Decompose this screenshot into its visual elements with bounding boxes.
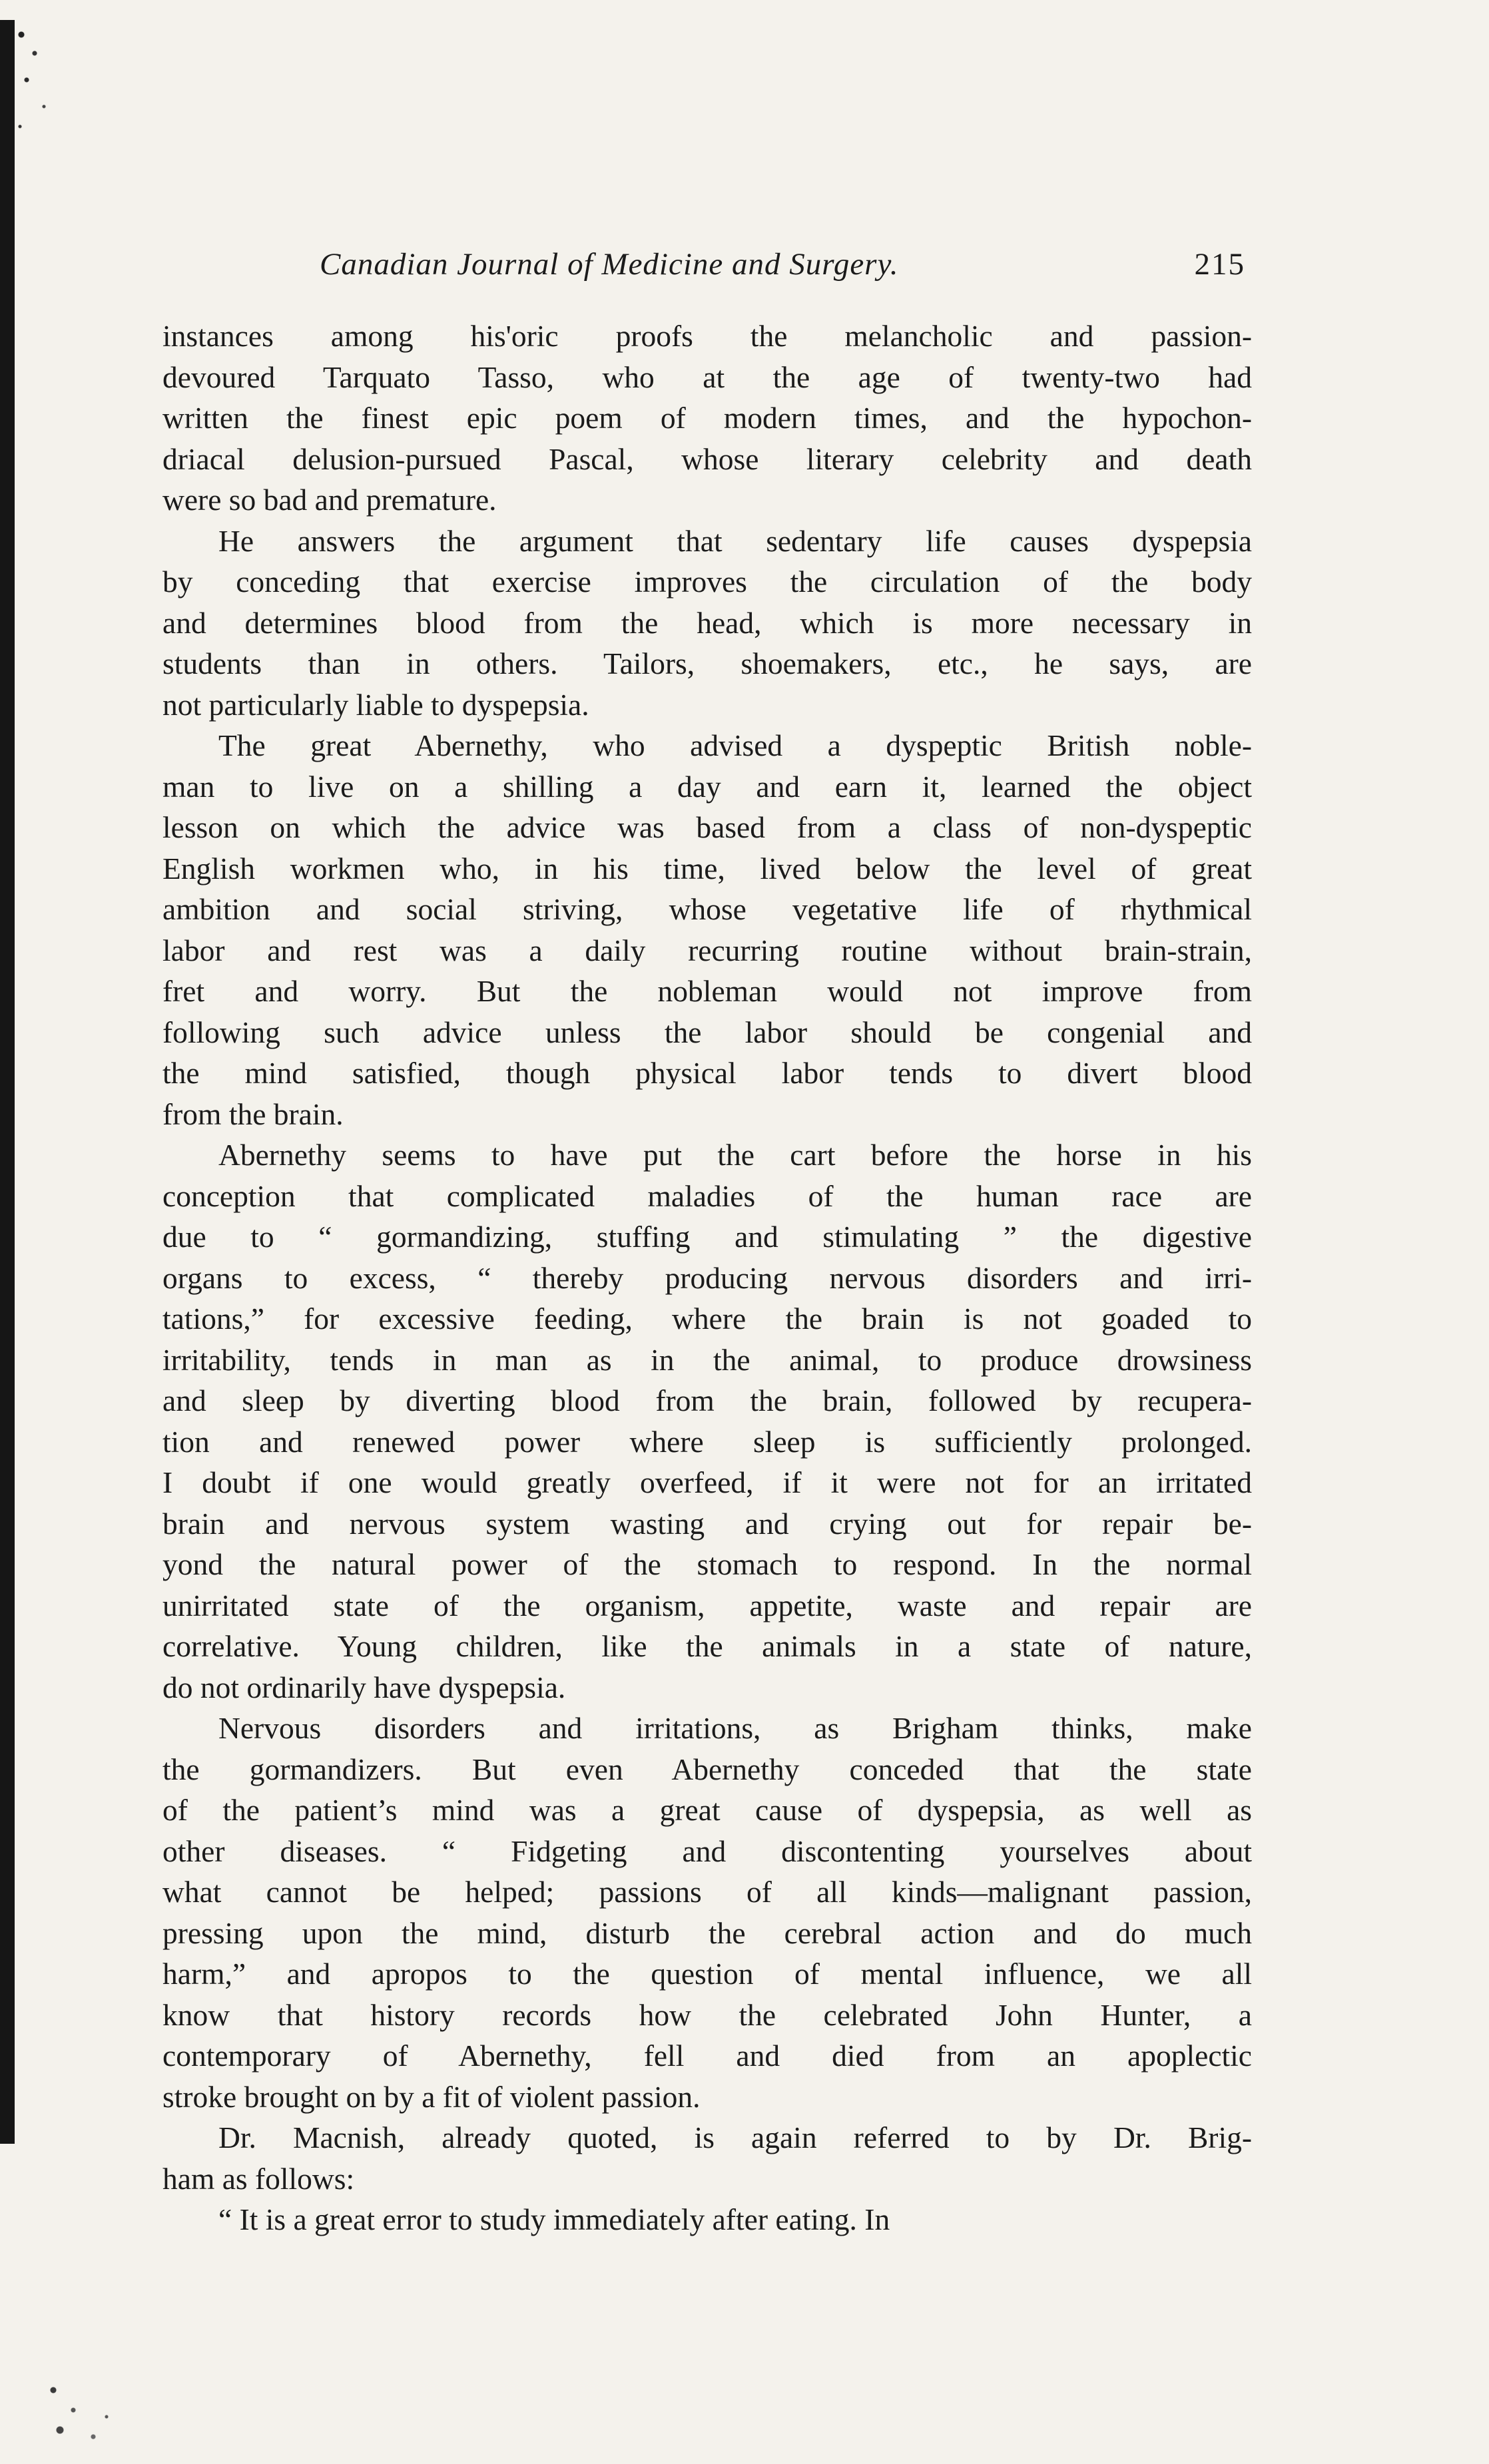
text-line: the gormandizers. But even Abernethy conceded that the state xyxy=(162,1752,1252,1786)
text-line: the mind satisfied, though physical labor tends to divert blood xyxy=(162,1056,1252,1090)
text-line: were so bad and premature. xyxy=(162,483,497,517)
text-line: following such advice unless the labor should be congenial and xyxy=(162,1015,1252,1049)
paragraph xyxy=(162,2117,1252,2199)
text-line: correlative. Young children, like the animals in a state of nature, xyxy=(162,1629,1252,1663)
text-line: ham as follows: xyxy=(162,2161,355,2196)
text-line: not particularly liable to dyspepsia. xyxy=(162,687,589,722)
text-line: Abernethy seems to have put the cart before the horse in his xyxy=(218,1138,1252,1172)
text-line: fret and worry. But the nobleman would not improve from xyxy=(162,974,1252,1008)
text-line: Dr. Macnish, already quoted, is again referred to by Dr. Brig- xyxy=(218,2120,1252,2154)
body-text xyxy=(162,316,1252,2240)
text-line: of the patient’s mind was a great cause of dyspepsia, as well as xyxy=(162,1793,1252,1827)
page-number: 215 xyxy=(1194,247,1245,282)
text-line: know that history records how the celebrated John Hunter, a xyxy=(162,1997,1252,2032)
running-title: Canadian Journal of Medicine and Surgery. xyxy=(320,247,899,282)
text-line: yond the natural power of the stomach to respond. In the normal xyxy=(162,1547,1252,1581)
text-line: stroke brought on by a fit of violent passion. xyxy=(162,2079,701,2114)
text-line: pressing upon the mind, disturb the cerebral action and do much xyxy=(162,1915,1252,1950)
text-line: contemporary of Abernethy, fell and died from an apoplectic xyxy=(162,2039,1252,2073)
text-line: and determines blood from the head, which is more necessary in xyxy=(162,605,1252,640)
paragraph xyxy=(162,725,1252,1134)
text-line: do not ordinarily have dyspepsia. xyxy=(162,1670,566,1704)
text-line: what cannot be helped; passions of all kinds—malignant passion, xyxy=(162,1875,1252,1909)
text-line: students than in others. Tailors, shoemakers, etc., he says, are xyxy=(162,646,1252,680)
text-line: instances among his'oric proofs the melancholic and passion- xyxy=(162,319,1252,353)
text-line: brain and nervous system wasting and crying out for repair be- xyxy=(162,1506,1252,1541)
text-line: and sleep by diverting blood from the brain, followed by recupera- xyxy=(162,1383,1252,1417)
text-line: He answers the argument that sedentary life causes dyspepsia xyxy=(218,523,1252,558)
text-line: unirritated state of the organism, appetite, waste and repair are xyxy=(162,1588,1252,1622)
text-line: due to “ gormandizing, stuffing and stimulating ” the digestive xyxy=(162,1220,1252,1254)
corner-specks xyxy=(40,2370,127,2457)
text-line: Nervous disorders and irritations, as Brigham thinks, make xyxy=(218,1711,1252,1745)
text-line: organs to excess, “ thereby producing nervous disorders and irri- xyxy=(162,1260,1252,1295)
text-line: lesson on which the advice was based from a class of non-dyspeptic xyxy=(162,810,1252,844)
running-header xyxy=(320,234,1245,294)
text-line: written the finest epic poem of modern times, and the hypochon- xyxy=(162,401,1252,435)
text-line: from the brain. xyxy=(162,1097,344,1131)
text-line: tion and renewed power where sleep is sufficiently prolonged. xyxy=(162,1424,1252,1459)
text-line: I doubt if one would greatly overfeed, if it were not for an irritated xyxy=(162,1465,1252,1499)
text-line: man to live on a shilling a day and earn it, learned the object xyxy=(162,769,1252,804)
text-line: conception that complicated maladies of the human race are xyxy=(162,1178,1252,1213)
text-line: “ It is a great error to study immediately after eating. In xyxy=(218,2202,890,2236)
text-line: tations,” for excessive feeding, where the brain is not goaded to xyxy=(162,1302,1252,1336)
text-line: The great Abernethy, who advised a dyspeptic British noble- xyxy=(218,728,1252,762)
text-line: labor and rest was a daily recurring routine without brain-strain, xyxy=(162,933,1252,967)
text-line: by conceding that exercise improves the circulation of the body xyxy=(162,565,1252,599)
paragraph xyxy=(162,2199,1252,2240)
paragraph xyxy=(162,316,1252,521)
paragraph xyxy=(162,1708,1252,2117)
paragraph xyxy=(162,521,1252,726)
paragraph xyxy=(162,1134,1252,1708)
text-line: other diseases. “ Fidgeting and discontenting yourselves about xyxy=(162,1834,1252,1868)
text-line: English workmen who, in his time, lived below the level of great xyxy=(162,851,1252,885)
binding-flecks xyxy=(15,27,61,140)
text-line: devoured Tarquato Tasso, who at the age of twenty-two had xyxy=(162,360,1252,394)
binding-edge xyxy=(0,20,15,2144)
text-line: driacal delusion-pursued Pascal, whose literary celebrity and death xyxy=(162,441,1252,476)
text-line: harm,” and apropos to the question of mental influence, we all xyxy=(162,1957,1252,1991)
text-line: ambition and social striving, whose vegetative life of rhythmical xyxy=(162,892,1252,926)
text-line: irritability, tends in man as in the animal, to produce drowsiness xyxy=(162,1342,1252,1377)
